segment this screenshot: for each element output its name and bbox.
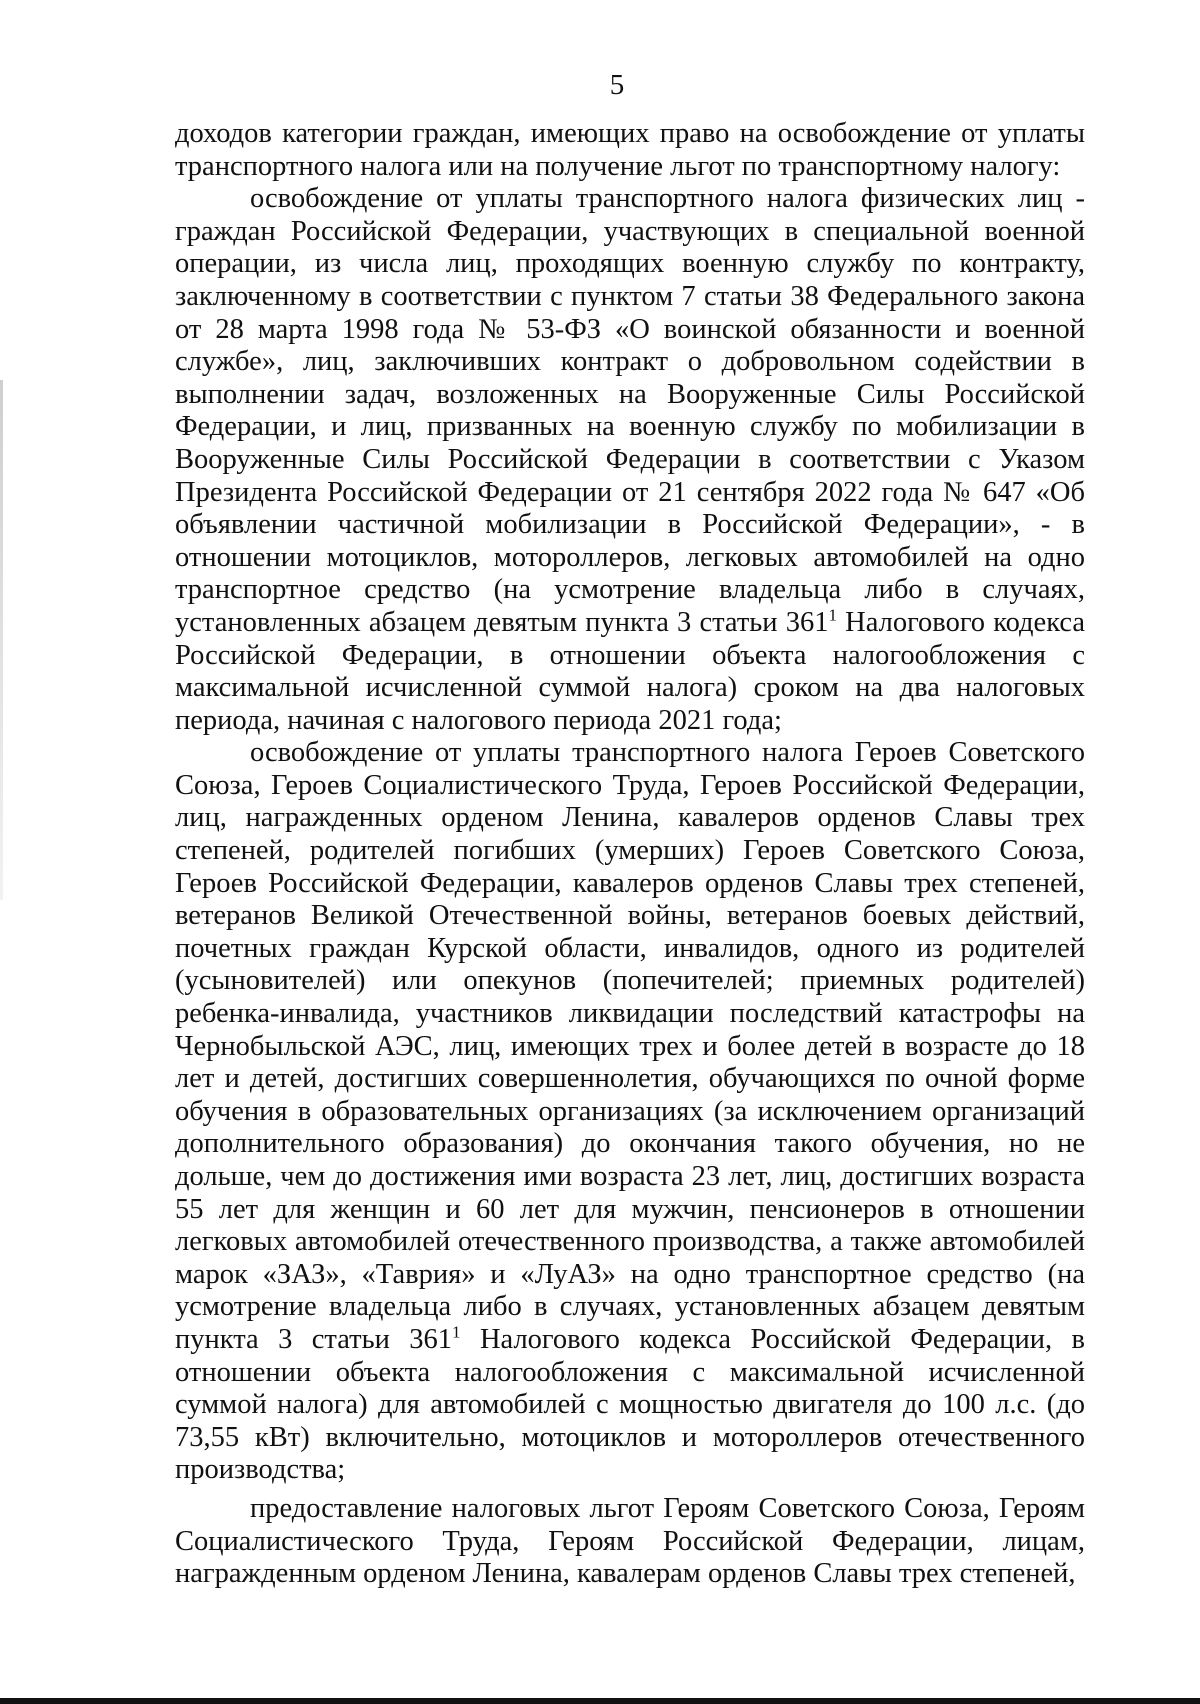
page-number: 5 <box>609 69 625 101</box>
paragraph-text: освобождение от уплаты транспортного налога физических лиц - граждан Российской Федерации, участвующих в специальной военной операции, из числа лиц, проходящих военную службу по контракту, заключенному в соответствии с пунктом 7 статьи 38 Федерального закона от 28 марта 1998 года № 53-ФЗ «О воинской обязанности и военной службе», лиц, заключивших контракт о добровольном содействии в выполнении задач, возложенных на Вооруженные Силы Российской Федерации, и лиц, призванных на военную службу по мобилизации в Вооруженные Силы Российской Федерации в соответствии с Указом Президента Российской Федерации от 21 сентября 2022 года № 647 «Об объявлении частичной мобилизации в Российской Федерации», - в отношении мотоциклов, мотороллеров, легковых автомобилей на одно транспортное средство (на усмотрение владельца либо в случаях, установленных абзацем девятым пункта 3 статьи 361 <box>175 183 1085 638</box>
paragraph-heroes-exemption <box>175 737 1085 1487</box>
scan-edge-left <box>0 380 3 900</box>
paragraph-text: Налогового кодекса Российской Федерации, в отношении объекта налогообложения с максимальной исчисленной суммой налога) для автомобилей с мощностью двигателя до 100 л.с. (до 73,55 кВт) включительно, мотоциклов и мотороллеров отечественного производства; <box>175 1323 1085 1486</box>
paragraph-text: освобождение от уплаты транспортного налога Героев Советского Союза, Героев Социалистического Труда, Героев Российской Федерации, лиц, награжденных орденом Ленина, кавалеров орденов Славы трех степеней, родителей погибших (умерших) Героев Советского Союза, Героев Российской Федерации, кавалеров орденов Славы трех степеней, ветеранов Великой Отечественной войны, ветеранов боевых действий, почетных граждан Курской области, инвалидов, одного из родителей (усыновителей) или опекунов (попечителей; приемных родителей) ребенка-инвалида, участников ликвидации последствий катастрофы на Чернобыльской АЭС, лиц, имеющих трех и более детей в возрасте до 18 лет и детей, достигших совершеннолетия, обучающихся по очной форме обучения в образовательных организациях (за исключением организаций дополнительного образования) до окончания такого обучения, но не дольше, чем до достижения ими возраста 23 лет, лиц, достигших возраста 55 лет для женщин и 60 лет для мужчин, пенсионеров в отношении легковых автомобилей отечественного производства, а также автомобилей марок «ЗАЗ», «Таврия» и «ЛуАЗ» на одно транспортное средство (на усмотрение владельца либо в случаях, установленных абзацем девятым пункта 3 статьи 361 <box>175 737 1085 1355</box>
article-superscript: 1 <box>452 1322 461 1342</box>
paragraph-continuation: доходов категории граждан, имеющих право на освобождение от уплаты транспортного налога или на получение льгот по транспортному налогу: <box>175 118 1085 182</box>
scan-edge-bottom <box>0 1698 1200 1704</box>
paragraph-tax-benefits: предоставление налоговых льгот Героям Советского Союза, Героям Социалистического Труда, Героям Российской Федерации, лицам, награжденным орденом Ленина, кавалерам орденов Славы трех степеней, <box>175 1492 1085 1590</box>
article-superscript: 1 <box>828 605 837 625</box>
paragraph-text: Налогового кодекса Российской Федерации, в отношении объекта налогообложения с максимальной исчисленной суммой налога) сроком на два налоговых периода, начиная с налогового периода 2021 года; <box>175 606 1085 736</box>
document-body <box>175 118 1085 1591</box>
paragraph-svo-exemption <box>175 183 1085 737</box>
